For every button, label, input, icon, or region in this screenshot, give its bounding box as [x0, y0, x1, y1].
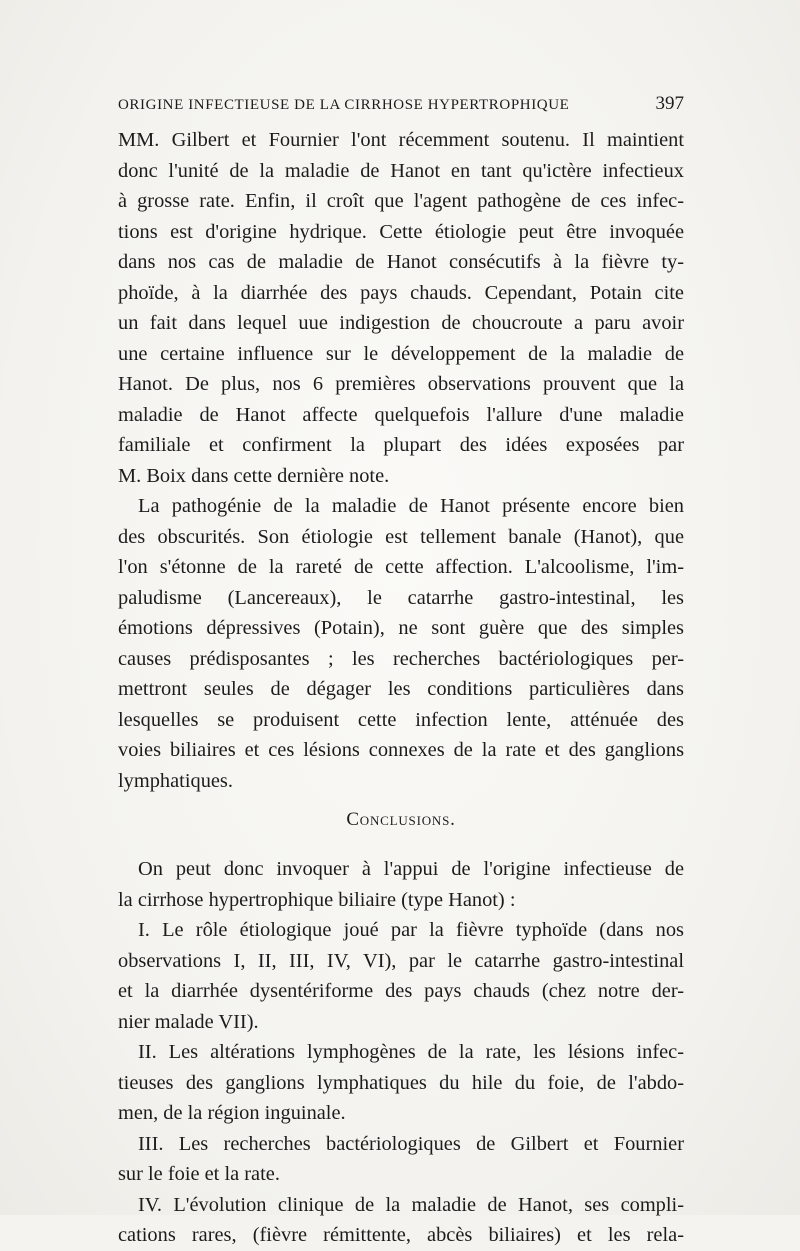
text-line: émotions dépressives (Potain), ne sont guère que des simples — [118, 617, 684, 639]
text-line: donc l'unité de la maladie de Hanot en tant qu'ictère infectieux — [118, 159, 684, 182]
conclusion-item-1 — [118, 915, 684, 1037]
text-line: M. Boix dans cette dernière note. — [118, 464, 390, 487]
section-heading-conclusions: Conclusions. — [346, 809, 456, 830]
text-line: lymphatiques. — [118, 769, 233, 792]
text-line: tieuses des ganglions lymphatiques du hile du foie, de l'abdo- — [118, 1071, 684, 1094]
text-line: On peut donc invoquer à l'appui de l'origine infectieuse de — [138, 858, 684, 880]
text-line: lesquelles se produisent cette infection lente, atténuée des — [118, 708, 684, 731]
text-line: paludisme (Lancereaux), le catarrhe gastro-intestinal, les — [118, 586, 684, 609]
text-line: maladie de Hanot affecte quelquefois l'allure d'une maladie — [118, 403, 684, 426]
text-line: la cirrhose hypertrophique biliaire (type Hanot) : — [118, 888, 516, 911]
body-text — [118, 125, 684, 1251]
paragraph-pathogenie — [118, 491, 684, 796]
text-line: mettront seules de dégager les conditions particulières dans — [118, 678, 684, 700]
conclusion-item-4 — [118, 1190, 684, 1251]
text-line: des obscurités. Son étiologie est tellement banale (Hanot), que — [118, 525, 684, 548]
text-line: l'on s'étonne de la rareté de cette affection. L'alcoolisme, l'im- — [118, 556, 684, 578]
heading-spacer — [118, 844, 684, 854]
conclusion-item-3 — [118, 1129, 684, 1190]
page-number: 397 — [655, 93, 684, 114]
text-line: phoïde, à la diarrhée des pays chauds. Cependant, Potain cite — [118, 281, 684, 304]
text-line: un fait dans lequel uue indigestion de choucroute a paru avoir — [118, 312, 684, 334]
paragraph-intro-conclusions — [118, 854, 684, 915]
text-line: familiale et confirment la plupart des idées exposées par — [118, 434, 684, 456]
text-line: men, de la région inguinale. — [118, 1102, 346, 1124]
text-line: La pathogénie de la maladie de Hanot présente encore bien — [138, 495, 684, 517]
text-line: tions est d'origine hydrique. Cette étiologie peut être invoquée — [118, 220, 684, 243]
text-line: Hanot. De plus, nos 6 premières observations prouvent que la — [118, 373, 684, 395]
text-line: I. Le rôle étiologique joué par la fièvre typhoïde (dans nos — [138, 919, 684, 941]
running-head — [118, 93, 684, 115]
running-head-title: ORIGINE INFECTIEUSE DE LA CIRRHOSE HYPERTROPHIQUE — [118, 97, 570, 113]
text-line: MM. Gilbert et Fournier l'ont récemment soutenu. Il maintient — [118, 129, 684, 151]
text-line: une certaine influence sur le développement de la maladie de — [118, 342, 684, 365]
text-line: III. Les recherches bactériologiques de Gilbert et Fournier — [138, 1132, 684, 1155]
text-line: sur le foie et la rate. — [118, 1163, 280, 1185]
text-line: observations I, II, III, IV, VI), par le catarrhe gastro-intestinal — [118, 949, 684, 972]
text-line: dans nos cas de maladie de Hanot consécutifs à la fièvre ty- — [118, 251, 684, 273]
text-line: causes prédisposantes ; les recherches bactériologiques per- — [118, 647, 684, 670]
text-line: II. Les altérations lymphogènes de la rate, les lésions infec- — [138, 1041, 684, 1063]
text-line: cations rares, (fièvre rémittente, abcès biliaires) et les rela- — [118, 1224, 684, 1246]
text-line: à grosse rate. Enfin, il croît que l'agent pathogène de ces infec- — [118, 190, 684, 212]
text-line: voies biliaires et ces lésions connexes de la rate et des ganglions — [118, 739, 684, 761]
conclusion-item-2 — [118, 1037, 684, 1129]
text-line: nier malade VII). — [118, 1010, 259, 1033]
text-line: et la diarrhée dysentériforme des pays chauds (chez notre der- — [118, 980, 684, 1002]
paragraph-continuation — [118, 125, 684, 491]
text-line: IV. L'évolution clinique de la maladie de Hanot, ses compli- — [138, 1193, 684, 1216]
